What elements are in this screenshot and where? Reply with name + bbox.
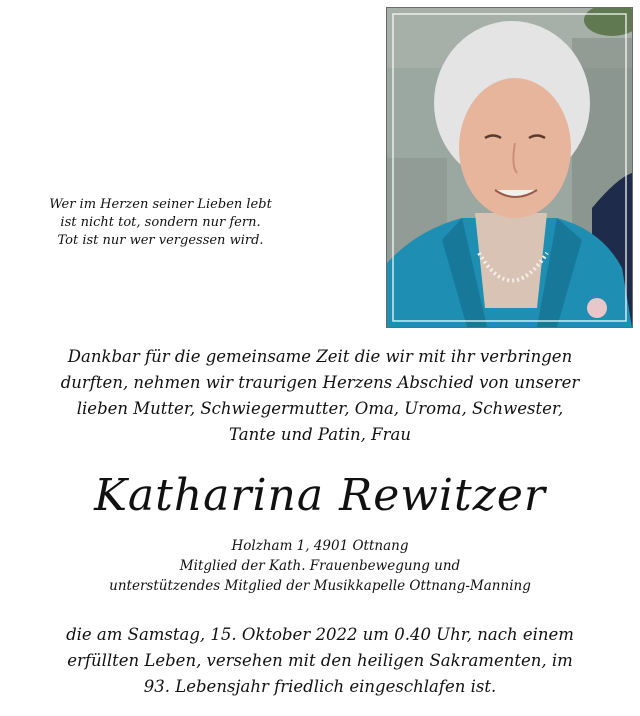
intro-line: durften, nehmen wir traurigen Herzens Abschied von unserer	[60, 373, 580, 392]
portrait-illustration	[387, 8, 632, 327]
closing-line: 93. Lebensjahr friedlich eingeschlafen ist.	[143, 677, 497, 696]
quote-line: Tot ist nur wer vergessen wird.	[57, 233, 264, 248]
quote-line: ist nicht tot, sondern nur fern.	[60, 215, 261, 230]
intro-line: lieben Mutter, Schwiegermutter, Oma, Uroma, Schwester,	[76, 399, 564, 418]
portrait-photo	[386, 7, 633, 328]
membership-line: Mitglied der Kath. Frauenbewegung und	[179, 558, 461, 574]
intro-line: Tante und Patin, Frau	[229, 425, 411, 444]
brooch	[587, 298, 607, 318]
deceased-name: Katharina Rewitzer	[94, 470, 546, 521]
memorial-quote	[8, 196, 313, 250]
closing-text	[0, 622, 640, 700]
deceased-details	[0, 536, 640, 596]
membership-line: unterstützendes Mitglied der Musikkapelle Ottnang-Manning	[109, 578, 531, 594]
closing-line: erfüllten Leben, versehen mit den heiligen Sakramenten, im	[67, 651, 573, 670]
intro-line: Dankbar für die gemeinsame Zeit die wir mit ihr verbringen	[67, 347, 573, 366]
intro-text	[0, 344, 640, 448]
address-line: Holzham 1, 4901 Ottnang	[231, 538, 409, 554]
quote-line: Wer im Herzen seiner Lieben lebt	[49, 197, 272, 212]
closing-line: die am Samstag, 15. Oktober 2022 um 0.40 Uhr, nach einem	[66, 625, 574, 644]
